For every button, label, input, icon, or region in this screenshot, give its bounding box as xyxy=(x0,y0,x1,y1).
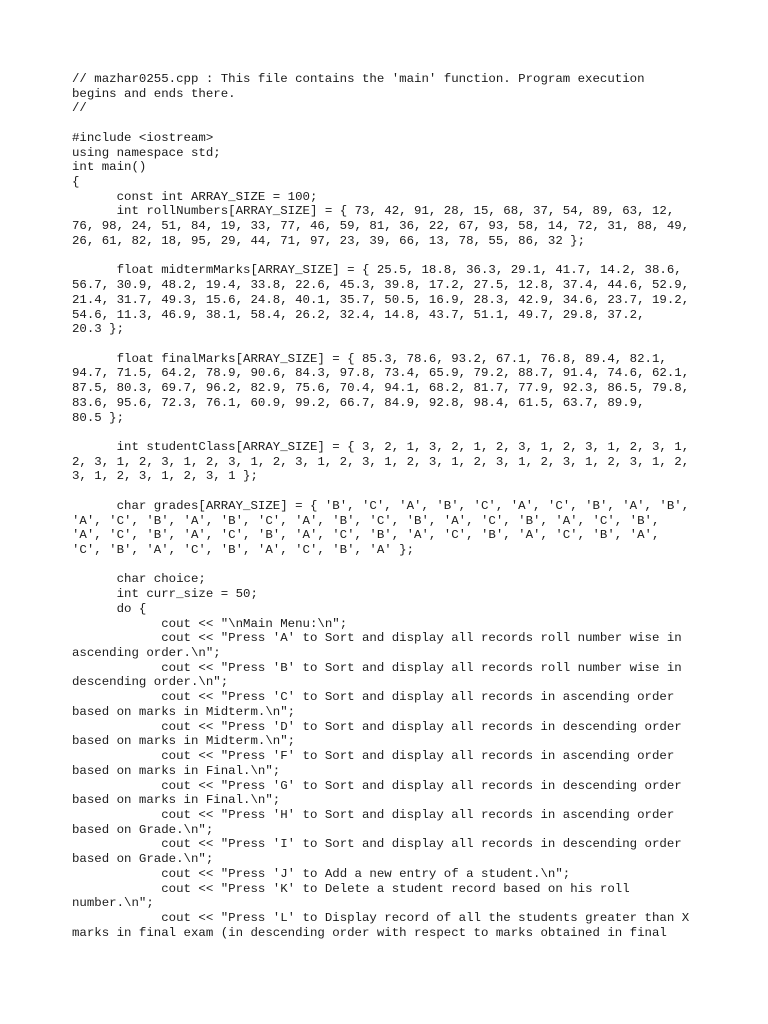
code-line: 'A', 'C', 'B', 'A', 'B', 'C', 'A', 'B', 'C', 'B', 'A', 'C', 'B', 'A', 'C', 'B', xyxy=(72,513,660,528)
code-line: do { xyxy=(72,601,147,616)
code-line: char grades[ARRAY_SIZE] = { 'B', 'C', 'A', 'B', 'C', 'A', 'C', 'B', 'A', 'B', xyxy=(72,498,690,513)
code-line: based on marks in Midterm.\n"; xyxy=(72,704,296,719)
code-line: based on Grade.\n"; xyxy=(72,852,214,867)
code-line: float midtermMarks[ARRAY_SIZE] = { 25.5, 18.8, 36.3, 29.1, 41.7, 14.2, 38.6, xyxy=(72,263,682,278)
code-line: 20.3 }; xyxy=(72,322,125,337)
code-line: 'C', 'B', 'A', 'C', 'B', 'A', 'C', 'B', 'A' }; xyxy=(72,543,415,557)
code-line: { xyxy=(72,175,80,190)
code-line: using namespace std; xyxy=(72,145,221,160)
code-line: cout << "Press 'L' to Display record of all the students greater than X xyxy=(72,910,690,925)
code-line: number.\n"; xyxy=(72,896,154,911)
code-line: cout << "Press 'J' to Add a new entry of a student.\n"; xyxy=(72,866,571,881)
code-line: int curr_size = 50; xyxy=(72,587,258,602)
code-line: cout << "Press 'H' to Sort and display all records in ascending order xyxy=(72,807,675,822)
code-line: #include <iostream> xyxy=(72,130,214,145)
code-line: cout << "Press 'F' to Sort and display all records in ascending order xyxy=(72,749,675,764)
code-line: 26, 61, 82, 18, 95, 29, 44, 71, 97, 23, 39, 66, 13, 78, 55, 86, 32 }; xyxy=(72,233,586,248)
code-line xyxy=(72,558,689,573)
code-line: int main() xyxy=(72,160,147,175)
code-line: based on Grade.\n"; xyxy=(72,822,214,837)
code-line: 2, 3, 1, 2, 3, 1, 2, 3, 1, 2, 3, 1, 2, 3, 1, 2, 3, 1, 2, 3, 1, 2, 3, 1, 2, 3, 1, 2, xyxy=(72,454,690,469)
code-line: descending order.\n"; xyxy=(72,675,229,690)
code-line: int rollNumbers[ARRAY_SIZE] = { 73, 42, 91, 28, 15, 68, 37, 54, 89, 63, 12, xyxy=(72,204,675,219)
code-line: cout << "Press 'C' to Sort and display all records in ascending order xyxy=(72,690,675,705)
code-line: cout << "Press 'B' to Sort and display all records roll number wise in xyxy=(72,660,682,675)
code-line: char choice; xyxy=(72,572,206,587)
code-line: cout << "Press 'G' to Sort and display all records in descending order xyxy=(72,778,682,793)
code-line: marks in final exam (in descending order with respect to marks obtained in final xyxy=(72,925,667,940)
code-line: 94.7, 71.5, 64.2, 78.9, 90.6, 84.3, 97.8, 73.4, 65.9, 79.2, 88.7, 91.4, 74.6, 62.1, xyxy=(72,366,690,381)
code-line: based on marks in Midterm.\n"; xyxy=(72,734,296,749)
code-line: 21.4, 31.7, 49.3, 15.6, 24.8, 40.1, 35.7, 50.5, 16.9, 28.3, 42.9, 34.6, 23.7, 19.2, xyxy=(72,292,690,307)
code-line: 83.6, 95.6, 72.3, 76.1, 60.9, 99.2, 66.7, 84.9, 92.8, 98.4, 61.5, 63.7, 89.9, xyxy=(72,395,645,410)
code-line: cout << "Press 'K' to Delete a student record based on his roll xyxy=(72,881,630,896)
code-line: // mazhar0255.cpp : This file contains the 'main' function. Program execution xyxy=(72,72,645,86)
code-line: // xyxy=(72,101,87,116)
code-line: 87.5, 80.3, 69.7, 96.2, 82.9, 75.6, 70.4, 94.1, 68.2, 81.7, 77.9, 92.3, 86.5, 79.8, xyxy=(72,381,690,396)
code-line: cout << "Press 'D' to Sort and display all records in descending order xyxy=(72,719,682,734)
code-line: 56.7, 30.9, 48.2, 19.4, 33.8, 22.6, 45.3, 39.8, 17.2, 27.5, 12.8, 37.4, 44.6, 52.9, xyxy=(72,278,690,293)
code-line: begins and ends there. xyxy=(72,86,236,101)
code-line: 80.5 }; xyxy=(72,410,125,425)
code-line xyxy=(72,116,689,131)
code-line: 3, 1, 2, 3, 1, 2, 3, 1 }; xyxy=(72,469,258,484)
code-line: 'A', 'C', 'B', 'A', 'C', 'B', 'A', 'C', 'B', 'A', 'C', 'B', 'A', 'C', 'B', 'A', xyxy=(72,528,660,543)
code-line xyxy=(72,337,689,352)
code-listing xyxy=(72,72,689,940)
code-line xyxy=(72,249,689,264)
code-line: ascending order.\n"; xyxy=(72,646,221,661)
code-line: based on marks in Final.\n"; xyxy=(72,793,281,808)
code-line: based on marks in Final.\n"; xyxy=(72,763,281,778)
code-line: int studentClass[ARRAY_SIZE] = { 3, 2, 1, 3, 2, 1, 2, 3, 1, 2, 3, 1, 2, 3, 1, xyxy=(72,439,690,454)
code-line: cout << "\nMain Menu:\n"; xyxy=(72,616,348,631)
code-line: cout << "Press 'A' to Sort and display all records roll number wise in xyxy=(72,631,682,646)
code-line: 76, 98, 24, 51, 84, 19, 33, 77, 46, 59, 81, 36, 22, 67, 93, 58, 14, 72, 31, 88, 49, xyxy=(72,219,690,234)
code-line: float finalMarks[ARRAY_SIZE] = { 85.3, 78.6, 93.2, 67.1, 76.8, 89.4, 82.1, xyxy=(72,351,667,366)
code-line xyxy=(72,425,689,440)
code-line xyxy=(72,484,689,499)
code-line: const int ARRAY_SIZE = 100; xyxy=(72,189,318,204)
code-line: 54.6, 11.3, 46.9, 38.1, 58.4, 26.2, 32.4, 14.8, 43.7, 51.1, 49.7, 29.8, 37.2, xyxy=(72,307,645,322)
code-line: cout << "Press 'I' to Sort and display all records in descending order xyxy=(72,837,682,852)
